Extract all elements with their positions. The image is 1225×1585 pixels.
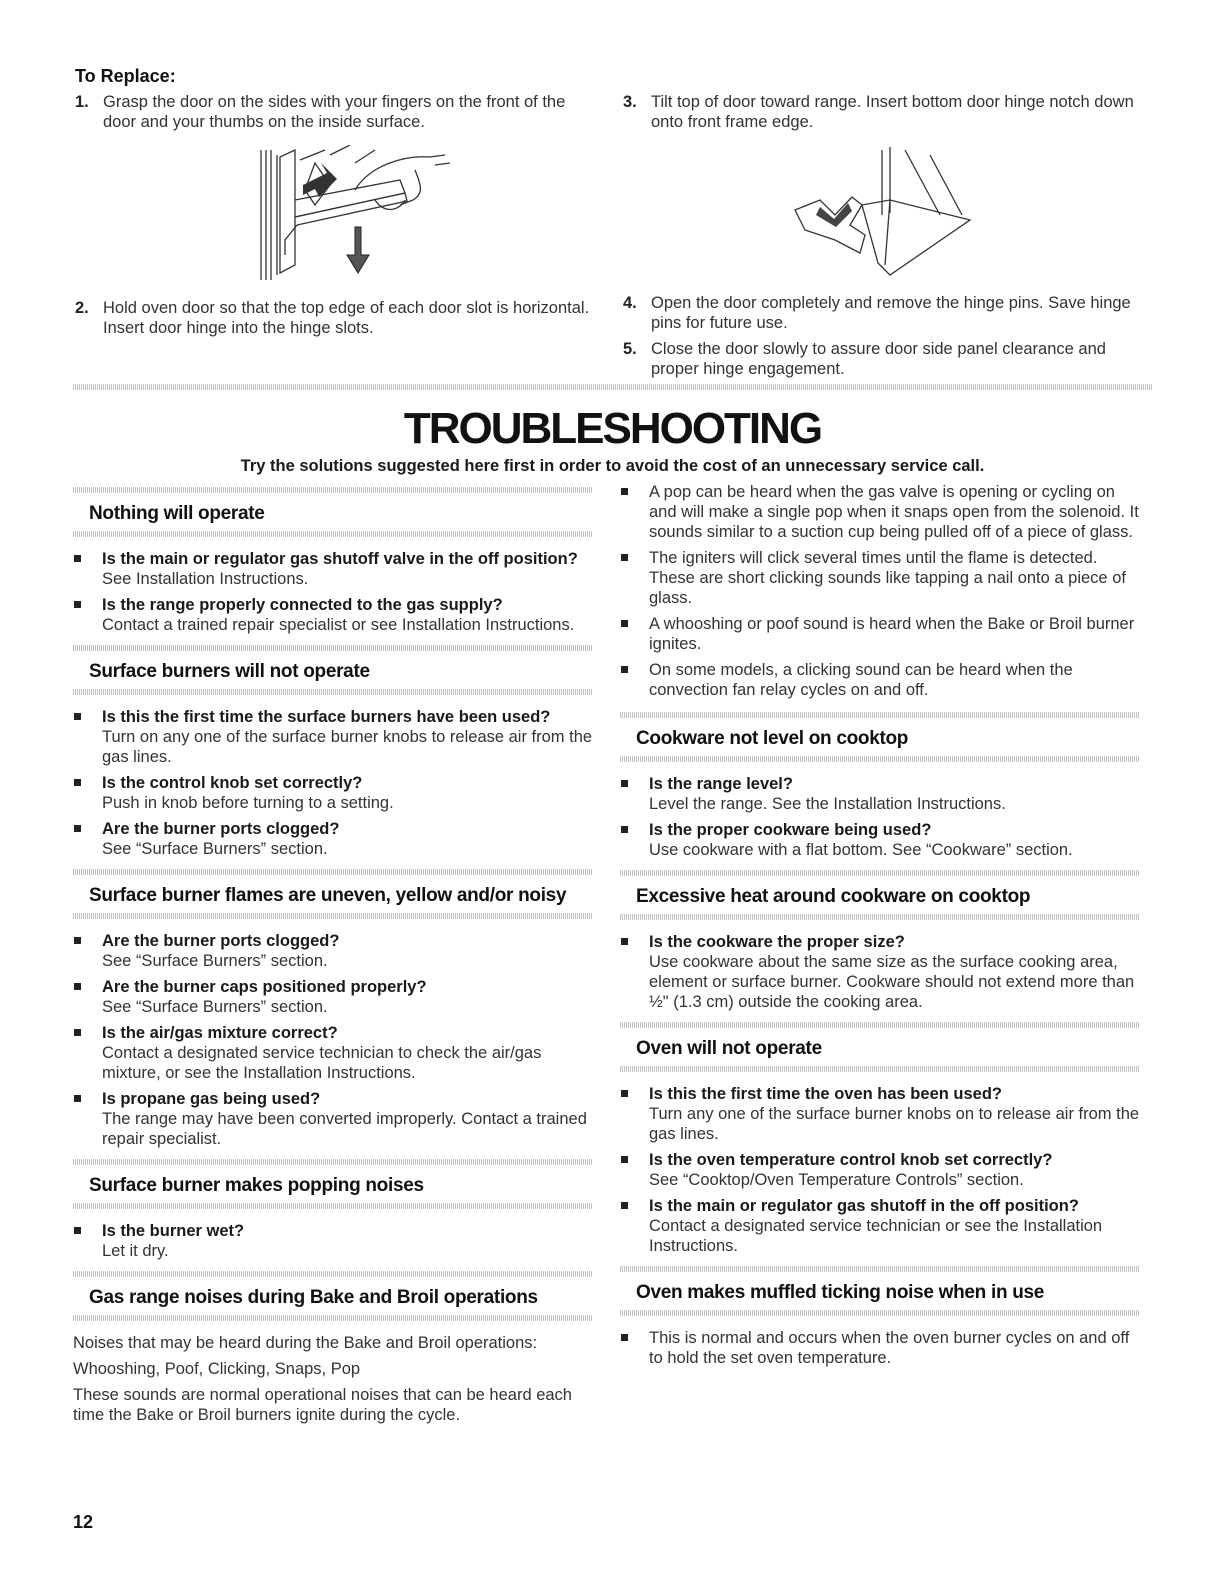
section-gas-range-noises — [73, 1271, 593, 1425]
answer: Contact a trained repair specialist or see Installation Instructions. — [102, 616, 575, 634]
bullet-text: This is normal and occurs when the oven burner cycles on and off to hold the set oven temperature. — [649, 1329, 1130, 1367]
answer: The range may have been converted improperly. Contact a trained repair specialist. — [102, 1110, 587, 1148]
bullet-square-icon — [620, 1150, 649, 1190]
replace-step-2 — [75, 298, 595, 338]
rule — [620, 1022, 1140, 1028]
list-item — [620, 1328, 1140, 1368]
section-excessive-heat — [620, 870, 1140, 1012]
bullet-square-icon — [73, 977, 102, 1017]
right-column — [620, 482, 1140, 1378]
section-title: Cookware not level on cooktop — [636, 728, 909, 749]
answer: Push in knob before turning to a setting. — [102, 794, 394, 812]
question: Is the range level? — [649, 775, 793, 793]
question: Is the air/gas mixture correct? — [102, 1024, 338, 1042]
section-title: Surface burner makes popping noises — [89, 1175, 424, 1196]
bullet-square-icon — [73, 1089, 102, 1149]
hinge-notch-illustration — [790, 145, 990, 280]
step-number: 3. — [623, 93, 637, 111]
rule — [73, 1159, 593, 1165]
question: Is the main or regulator gas shutoff in the off position? — [649, 1197, 1079, 1215]
section-muffled-ticking — [620, 1266, 1140, 1368]
section-title: Gas range noises during Bake and Broil operations — [89, 1287, 538, 1308]
list-item — [620, 548, 1140, 608]
replace-step-5 — [623, 339, 1153, 379]
page-number: 12 — [73, 1512, 94, 1532]
list-item — [620, 1196, 1140, 1256]
question: Is the main or regulator gas shutoff valve in the off position? — [102, 550, 578, 568]
bullet-square-icon — [620, 548, 649, 608]
list-item — [73, 1089, 593, 1149]
section-popping-noises — [73, 1159, 593, 1261]
rule — [73, 645, 593, 651]
question: Is propane gas being used? — [102, 1090, 321, 1108]
rule — [620, 914, 1140, 920]
list-item — [620, 932, 1140, 1012]
bullet-text: On some models, a clicking sound can be heard when the convection fan relay cycles on and off. — [649, 661, 1073, 699]
question: Are the burner caps positioned properly? — [102, 978, 427, 996]
bullet-square-icon — [620, 482, 649, 542]
rule — [620, 756, 1140, 762]
list-item — [73, 595, 593, 635]
step-number: 2. — [75, 299, 89, 317]
section-nothing-will-operate — [73, 487, 593, 635]
section-title: Excessive heat around cookware on cooktop — [636, 886, 1031, 907]
rule — [73, 869, 593, 875]
page-title: TROUBLESHOOTING — [403, 404, 822, 453]
bullet-square-icon — [620, 1196, 649, 1256]
answer: See “Surface Burners” section. — [102, 840, 328, 858]
rule — [620, 712, 1140, 718]
section-surface-burners-will-not-operate — [73, 645, 593, 859]
question: Are the burner ports clogged? — [102, 932, 340, 950]
answer: Turn on any one of the surface burner knobs to release air from the gas lines. — [102, 728, 593, 766]
step-number: 1. — [75, 93, 89, 111]
list-item — [73, 1023, 593, 1083]
step-text: Hold oven door so that the top edge of each door slot is horizontal. Insert door hinge into the hinge slots. — [103, 299, 590, 337]
answer: See Installation Instructions. — [102, 570, 309, 588]
step-text: Open the door completely and remove the hinge pins. Save hinge pins for future use. — [651, 294, 1131, 332]
paragraph: Whooshing, Poof, Clicking, Snaps, Pop — [73, 1360, 361, 1378]
list-item — [620, 660, 1140, 700]
list-item — [620, 482, 1140, 542]
bullet-square-icon — [73, 931, 102, 971]
question: Is this the first time the surface burners have been used? — [102, 708, 551, 726]
list-item — [73, 1221, 593, 1261]
bullet-square-icon — [620, 660, 649, 700]
step-text: Close the door slowly to assure door side panel clearance and proper hinge engagement. — [651, 340, 1106, 378]
list-item — [620, 820, 1140, 860]
answer: Contact a designated service technician or see the Installation Instructions. — [649, 1217, 1103, 1255]
section-title: Oven will not operate — [636, 1038, 822, 1059]
list-item — [73, 819, 593, 859]
question: Is the range properly connected to the gas supply? — [102, 596, 503, 614]
answer: See “Cooktop/Oven Temperature Controls” section. — [649, 1171, 1024, 1189]
bullet-square-icon — [73, 1023, 102, 1083]
bullet-square-icon — [620, 1328, 649, 1368]
replace-step-1 — [75, 92, 595, 132]
answer: See “Surface Burners” section. — [102, 998, 328, 1016]
list-item — [620, 614, 1140, 654]
question: Is the cookware the proper size? — [649, 933, 905, 951]
answer: Contact a designated service technician to check the air/gas mixture, or see the Installation Instructions. — [102, 1044, 542, 1082]
list-item — [620, 774, 1140, 814]
bullet-square-icon — [73, 773, 102, 813]
step-number: 4. — [623, 294, 637, 312]
step-text: Grasp the door on the sides with your fingers on the front of the door and your thumbs on the inside surface. — [103, 93, 566, 131]
rule — [620, 1066, 1140, 1072]
section-title: Surface burners will not operate — [89, 661, 370, 682]
bullet-text: A whooshing or poof sound is heard when the Bake or Broil burner ignites. — [649, 615, 1135, 653]
section-title: Surface burner flames are uneven, yellow and/or noisy — [89, 885, 567, 906]
replace-step-4 — [623, 293, 1153, 333]
question: Is the control knob set correctly? — [102, 774, 363, 792]
question: Is the burner wet? — [102, 1222, 245, 1240]
rule — [73, 1315, 593, 1321]
bullet-square-icon — [620, 820, 649, 860]
rule — [73, 1203, 593, 1209]
bullet-square-icon — [73, 819, 102, 859]
section-cookware-not-level — [620, 712, 1140, 860]
paragraph: These sounds are normal operational noises that can be heard each time the Bake or Broil burners ignite during the cycle. — [73, 1386, 572, 1424]
list-item — [620, 1150, 1140, 1190]
step-number: 5. — [623, 340, 637, 358]
rule — [73, 1271, 593, 1277]
paragraph: Noises that may be heard during the Bake and Broil operations: — [73, 1334, 538, 1352]
step-text: Tilt top of door toward range. Insert bottom door hinge notch down onto front frame edge. — [651, 93, 1134, 131]
rule — [620, 1266, 1140, 1272]
answer: Use cookware about the same size as the surface cooking area, element or surface burner. Cookware should not extend more than ½" (1.3 cm) outside the cooking area. — [649, 953, 1135, 1011]
answer: Let it dry. — [102, 1242, 169, 1260]
section-title: Oven makes muffled ticking noise when in use — [636, 1282, 1045, 1303]
answer: Use cookware with a flat bottom. See “Cookware” section. — [649, 841, 1073, 859]
bullet-square-icon — [620, 614, 649, 654]
rule — [73, 487, 593, 493]
list-item — [73, 707, 593, 767]
section-title: Nothing will operate — [89, 503, 265, 524]
list-item — [73, 977, 593, 1017]
bullet-text: The igniters will click several times until the flame is detected. These are short clicking sounds like tapping a nail onto a piece of glass. — [649, 549, 1126, 607]
list-item — [73, 549, 593, 589]
question: Is this the first time the oven has been used? — [649, 1085, 1002, 1103]
rule — [620, 870, 1140, 876]
bullet-square-icon — [620, 932, 649, 1012]
answer: See “Surface Burners” section. — [102, 952, 328, 970]
question: Is the oven temperature control knob set correctly? — [649, 1151, 1053, 1169]
answer: Turn any one of the surface burner knobs on to release air from the gas lines. — [649, 1105, 1140, 1143]
section-oven-will-not-operate — [620, 1022, 1140, 1256]
door-grasp-illustration — [255, 145, 455, 285]
rule — [73, 689, 593, 695]
replace-step-3 — [623, 92, 1153, 132]
rule — [620, 1310, 1140, 1316]
answer: Level the range. See the Installation Instructions. — [649, 795, 1006, 813]
bullet-text: A pop can be heard when the gas valve is opening or cycling on and will make a single pop when it snaps open from the solenoid. It sounds similar to a suction cup being pulled off of a piece of glass. — [649, 483, 1139, 541]
rule — [73, 913, 593, 919]
bullet-square-icon — [73, 1221, 102, 1261]
section-divider — [73, 384, 1153, 390]
bullet-square-icon — [620, 774, 649, 814]
list-item — [620, 1084, 1140, 1144]
page-subtitle: Try the solutions suggested here first in order to avoid the cost of an unnecessary service call. — [240, 457, 985, 475]
list-item — [73, 773, 593, 813]
bullet-square-icon — [73, 549, 102, 589]
question: Is the proper cookware being used? — [649, 821, 932, 839]
rule — [73, 531, 593, 537]
bullet-square-icon — [620, 1084, 649, 1144]
left-column — [73, 487, 593, 1435]
section-flames-uneven — [73, 869, 593, 1149]
replace-heading: To Replace: — [75, 66, 176, 86]
question: Are the burner ports clogged? — [102, 820, 340, 838]
bullet-square-icon — [73, 595, 102, 635]
bullet-square-icon — [73, 707, 102, 767]
list-item — [73, 931, 593, 971]
